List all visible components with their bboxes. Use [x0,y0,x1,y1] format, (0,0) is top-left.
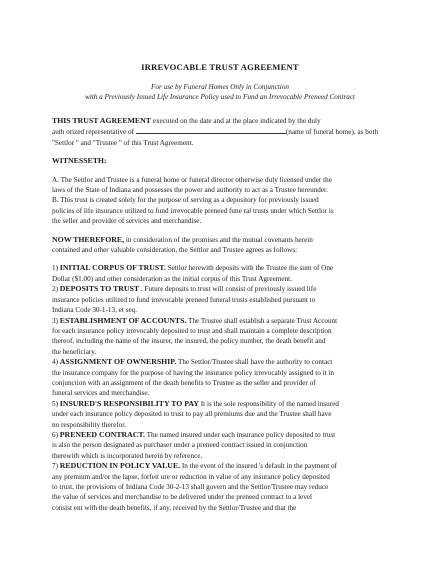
clause-heading: ESTABLISHMENT OF ACCOUNTS. [59,315,187,325]
clause-line [52,326,388,336]
funeral-home-name-blank [136,126,286,134]
clause-text: In the event of the insured 's default in the payment of [180,462,338,471]
now-therefore-lead: NOW THEREFORE, [52,234,125,244]
intro-paragraph [52,116,388,148]
clause-number: 3) [52,316,60,325]
clause-text: to trust, the provisions of Indiana Code 30-2-13 shall govern and the Settlor/Trustee may reduce [52,483,329,491]
clause-text: the beneficiary. [52,347,97,356]
clause-text: The named insured under each insurance policy deposited to trust [145,430,336,439]
clause-line [52,472,388,482]
now-therefore-paragraph [52,235,388,256]
subtitle-line-1: For use by Funeral Homes Only in Conjunction [151,83,289,91]
intro-line-1: executed on the date and at the place indicated by the duly [150,117,321,125]
clause-line [52,440,388,450]
clause-text: for each insurance policy irrevocably deposited to trust and shall maintain a complete description [52,326,332,335]
clause-text: the insurance company for the purpose of having the insurance policy irrevocably assigned to it in [52,368,335,377]
clause-text: insurance policies utilized to fund irrevocable preneed funeral trusts established pursuant to [52,295,316,304]
clause-first-line [52,284,388,294]
intro-line-2a: auth orized representative of [52,128,135,137]
clause-first-line [52,430,388,440]
document-title: IRREVOCABLE TRUST AGREEMENT [141,62,299,72]
clause-line [52,388,388,398]
clause-number: 2) [52,285,60,294]
clause-heading: ASSIGNMENT OF OWNERSHIP. [59,357,177,367]
clause-text: consist ent with the death benefits, if any, received by the Settlor/Trustee and that the [52,503,297,512]
clause-line [52,492,388,502]
clause-text: no responsibility therefor. [52,420,127,429]
clause-text: conjunction with an assignment of the death benefits to Trustee as the seller and provider of [52,378,316,387]
witnesseth-label: WITNESSETH: [52,156,107,166]
recital-line: laws of the State of Indiana and possesses the power and authority to act as a Trustee hereunder. [52,186,328,195]
subtitle-line-2: with a Previously Issued Life Insurance Policy used to Fund an Irrevocable Preneed Contract [84,93,356,101]
witnesseth-heading [52,156,388,166]
intro-line-3: "Settlor " and "Trustee " of this Trust Agreement. [52,138,194,147]
clause-first-line [52,399,388,409]
clause-number: 7) [52,462,60,471]
recital-line: policies of life insurance utilized to fund irrevocable preneed fune ral trusts under which Settlor is [52,206,334,215]
clause-heading: REDUCTION IN POLICY VALUE. [59,461,181,471]
clause-text: therewith which is incorporated herein by reference. [52,451,203,460]
now-therefore-line-2: contained and other valuable consideration, the Settlor and Trustee agrees as follows: [52,246,298,255]
clause-line [52,347,388,357]
clause-text: funeral services and merchandise. [52,389,150,398]
clause-text: The Settlor/Trustee shall have the authority to contact [176,358,333,367]
clause-number: 5) [52,399,60,408]
clause-heading: DEPOSITS TO TRUST [59,284,140,294]
clause-text: The Trustee shall establish a separate Trust Account [186,316,338,325]
clause-first-line [52,263,388,273]
recital-line: B. This trust is created solely for the purpose of serving as a depository for previously issued [52,196,319,205]
clause-number: 6) [52,430,60,439]
numbered-clauses [52,263,388,513]
clause-line [52,451,388,461]
clause-line [52,409,388,419]
clause-heading: INITIAL CORPUS OF TRUST. [59,263,166,273]
clause-first-line [52,357,388,367]
clause-text: Indiana Code 30-1-13, et seq. [52,306,138,315]
intro-line-2b: (name of funeral home), as both [285,128,379,137]
clause-line [52,482,388,492]
clause-text: . Future deposits to trust will consist of previously issued life [139,285,317,294]
clause-text: any premium and/or the lapse, forfeit ure or reduction in value of any insurance policy deposited [52,472,330,481]
recitals [52,175,388,227]
clause-first-line [52,316,388,326]
clause-line [52,378,388,388]
clause-text: Dollar ($1.00) and other consideration as the initial corpus of this Trust Agreement. [52,274,292,283]
clause-line [52,368,388,378]
clause-text: It is the sole responsibility of the named insured [198,399,339,408]
clause-line [52,503,388,513]
recital-line: the seller and provider of services and merchandise. [52,217,202,226]
now-therefore-line-1: in consideration of the promises and the mutual covenants herein [124,235,313,244]
clause-text: the value of services and merchandise to be delivered under the preneed contract to a level [52,493,313,502]
clause-line [52,274,388,284]
clause-number: 1) [52,264,60,273]
intro-lead: THIS TRUST AGREEMENT [52,116,151,125]
document-subtitle [52,82,388,102]
recital-line: A. The Settlor and Trustee is a funeral home or funeral director otherwise duly licensed under the [52,175,332,184]
clause-first-line [52,461,388,471]
clause-line [52,420,388,430]
clause-number: 4) [52,358,60,367]
clause-heading: PRENEED CONTRACT. [59,429,145,439]
clause-line [52,295,388,305]
clause-text: Settlor herewith deposits with the Trustee the sum of One [165,264,334,273]
clause-line [52,305,388,315]
clause-line [52,336,388,346]
clause-heading: INSURED'S RESPONSIBILITY TO PAY [59,398,199,408]
clause-text: is also the person designated as purchaser under a preneed contract issued in conjunction [52,441,308,450]
clause-text: thereof, including the name of the insurer, the insured, the policy number, the death benefit and [52,337,326,346]
clause-text: under each insurance policy deposited to trust to pay all premiums due and the Trustee shall have [52,410,332,419]
